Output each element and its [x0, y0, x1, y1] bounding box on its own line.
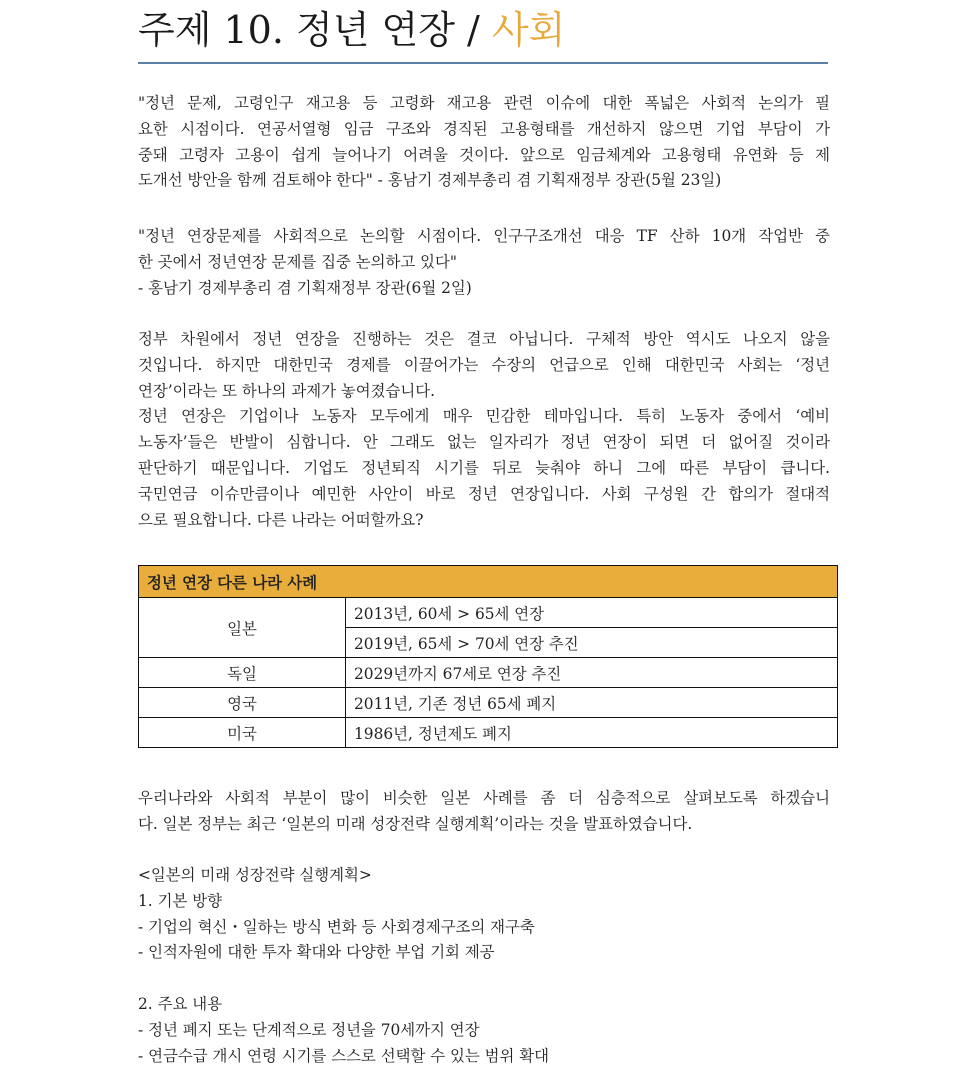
paragraph-line: 것입니다. 하지만 대한민국 경제를 이끌어가는 수장의 언급으로 인해 대한민국 사회는 ‘정년 [138, 355, 830, 374]
title-category: 사회 [491, 8, 566, 52]
blank-line [138, 966, 830, 992]
title-divider [138, 62, 828, 64]
paragraph-line: 국민연금 이슈만큼이나 예민한 사안이 바로 정년 연장입니다. 사회 구성원 간 합의가 절대적 [138, 484, 830, 503]
table-row [139, 598, 838, 628]
table-header: 정년 연장 다른 나라 사례 [139, 566, 838, 598]
section-2-title: 2. 주요 내용 [138, 994, 222, 1013]
paragraph-line: 판단하기 때문입니다. 기업도 정년퇴직 시기를 뒤로 늦춰야 하니 그에 따른 부담이 큽니다. [138, 458, 830, 477]
japan-plan-section [138, 863, 830, 1069]
list-item: - 정년 폐지 또는 단계적으로 정년을 70세까지 연장 [138, 1020, 480, 1039]
list-item: - 기업의 혁신・일하는 방식 변화 등 사회경제구조의 재구축 [138, 917, 535, 936]
paragraph-line: - 홍남기 경제부총리 겸 기획재정부 장관(6월 2일) [138, 278, 472, 297]
detail-cell: 1986년, 정년제도 폐지 [346, 718, 838, 748]
paragraph-line: "정년 문제, 고령인구 재고용 등 고령화 재고용 관련 이슈에 대한 폭넓은 사회적 논의가 필 [138, 94, 830, 112]
paragraph-line: 노동자’들은 반발이 심합니다. 안 그래도 없는 일자리가 정년 연장이 되면 더 없어질 것이라 [138, 433, 830, 452]
paragraph-line: 한 곳에서 정년연장 문제를 집중 논의하고 있다" [138, 252, 457, 271]
paragraph-line: 요한 시점이다. 연공서열형 임금 구조와 경직된 고용형태를 개선하지 않으면 기업 부담이 가 [138, 119, 830, 138]
table-row [139, 658, 838, 688]
paragraph-line: 우리나라와 사회적 부분이 많이 비슷한 일본 사례를 좀 더 심층적으로 살펴보도록 하겠습니 [138, 789, 830, 807]
paragraph-line: "정년 연장문제를 사회적으로 논의할 시점이다. 인구구조개선 대응 TF 산하 10개 작업반 중 [138, 227, 830, 245]
list-item: - 인적자원에 대한 투자 확대와 다양한 부업 기회 제공 [138, 943, 495, 962]
detail-cell: 2013년, 60세 > 65세 연장 [346, 598, 838, 628]
table-row [139, 688, 838, 718]
detail-cell: 2011년, 기존 정년 65세 폐지 [346, 688, 838, 718]
paragraph-line: 연장’이라는 또 하나의 과제가 놓여졌습니다. [138, 381, 435, 400]
quote-may-23 [138, 91, 830, 194]
country-cell: 영국 [139, 688, 346, 718]
paragraph-line: 중돼 고령자 고용이 쉽게 늘어나기 어려울 것이다. 앞으로 임금체계와 고용형태 유연화 등 제 [138, 145, 830, 164]
other-countries-table [138, 565, 838, 748]
body-paragraph-1 [138, 327, 830, 533]
country-cell: 미국 [139, 718, 346, 748]
plan-heading: <일본의 미래 성장전략 실행계획> [138, 866, 372, 884]
detail-cell: 2019년, 65세 > 70세 연장 추진 [346, 628, 838, 658]
paragraph-line: 정부 차원에서 정년 연장을 진행하는 것은 결코 아닙니다. 구체적 방안 역시도 나오지 않을 [138, 330, 830, 348]
country-cell: 독일 [139, 658, 346, 688]
page-title [138, 4, 565, 56]
title-main: 주제 10. 정년 연장 [138, 8, 455, 52]
paragraph-line: 도개선 방안을 함께 검토해야 한다" - 홍남기 경제부총리 겸 기획재정부 장관(5월 23일) [138, 171, 722, 190]
section-1-title: 1. 기본 방향 [138, 891, 222, 910]
quote-jun-2 [138, 224, 830, 301]
table-row [139, 718, 838, 748]
paragraph-line: 정년 연장은 기업이나 노동자 모두에게 매우 민감한 테마입니다. 특히 노동자 중에서 ‘예비 [138, 407, 830, 426]
body-paragraph-2 [138, 786, 830, 838]
paragraph-line: 으로 필요합니다. 다른 나라는 어떠할까요? [138, 510, 424, 529]
title-separator: / [467, 8, 480, 52]
detail-cell: 2029년까지 67세로 연장 추진 [346, 658, 838, 688]
country-cell: 일본 [139, 598, 346, 658]
list-item: - 연금수급 개시 연령 시기를 스스로 선택할 수 있는 범위 확대 [138, 1046, 549, 1065]
paragraph-line: 다. 일본 정부는 최근 ‘일본의 미래 성장전략 실행계획’이라는 것을 발표하였습니다. [138, 814, 693, 833]
